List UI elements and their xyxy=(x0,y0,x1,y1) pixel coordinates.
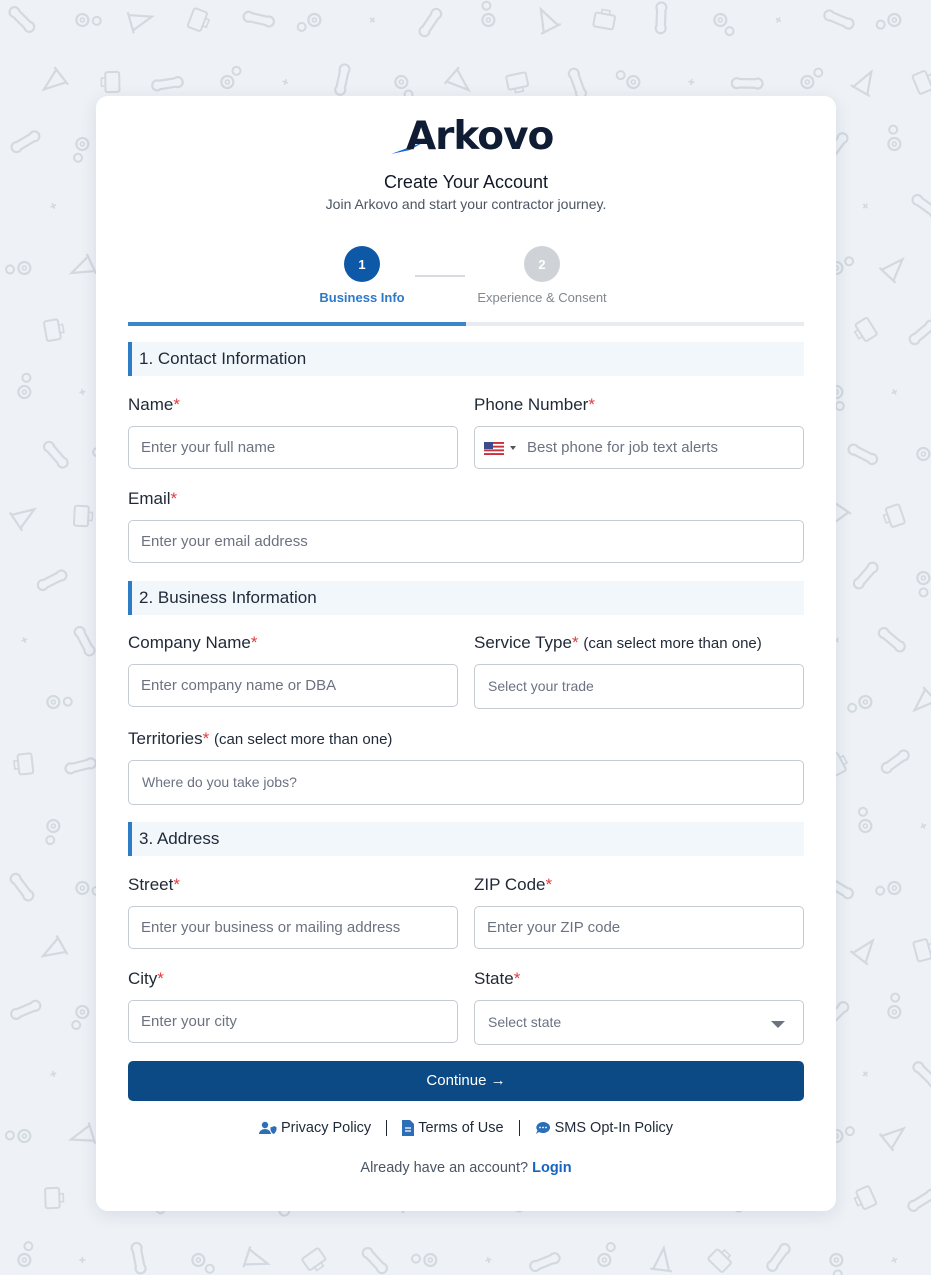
section-business-header: 2. Business Information xyxy=(128,581,804,615)
phone-placeholder: Best phone for job text alerts xyxy=(527,439,718,456)
terms-of-use-link[interactable]: Terms of Use xyxy=(402,1120,503,1136)
login-link[interactable]: Login xyxy=(532,1160,572,1176)
phone-label: Phone Number* xyxy=(474,395,595,414)
territories-label: Territories* (can select more than one) xyxy=(128,729,393,748)
footer-divider xyxy=(386,1120,387,1136)
login-prompt: Already have an account? Login xyxy=(360,1160,572,1176)
city-input[interactable]: Enter your city xyxy=(128,1000,458,1043)
phone-input[interactable] xyxy=(474,426,804,469)
signup-card xyxy=(96,96,836,1211)
step-2[interactable] xyxy=(452,246,632,305)
sms-chat-icon xyxy=(535,1121,551,1135)
email-input[interactable]: Enter your email address xyxy=(128,520,804,563)
continue-button[interactable]: Continue → xyxy=(128,1061,804,1101)
section-contact-header: 1. Contact Information xyxy=(128,342,804,376)
sms-opt-in-policy-link[interactable]: SMS Opt-In Policy xyxy=(535,1120,673,1136)
territories-select[interactable]: Where do you take jobs? xyxy=(128,760,804,805)
service-type-label: Service Type* (can select more than one) xyxy=(474,633,762,652)
company-input[interactable]: Enter company name or DBA xyxy=(128,664,458,707)
document-icon xyxy=(402,1120,414,1136)
street-input[interactable]: Enter your business or mailing address xyxy=(128,906,458,949)
state-select-value: Select state xyxy=(488,1014,562,1030)
arkovo-logo xyxy=(388,114,554,159)
us-flag-icon[interactable] xyxy=(484,442,504,455)
page-title: Create Your Account xyxy=(383,172,549,192)
service-type-select[interactable]: Select your trade xyxy=(474,664,804,709)
zip-label: ZIP Code* xyxy=(474,875,553,894)
logo-wordmark: Arkovo xyxy=(406,114,554,159)
footer-divider xyxy=(519,1120,520,1136)
country-dropdown-caret-icon[interactable] xyxy=(510,446,516,450)
section-address-header: 3. Address xyxy=(128,822,804,856)
step-1-circle: 1 xyxy=(344,246,380,282)
city-label: City* xyxy=(128,969,164,988)
company-label: Company Name* xyxy=(128,633,258,652)
name-label: Name* xyxy=(128,395,180,414)
street-label: Street* xyxy=(128,875,180,894)
step-2-label: Experience & Consent xyxy=(477,290,607,305)
progress-bar xyxy=(128,322,804,326)
state-select[interactable] xyxy=(474,1000,804,1045)
zip-input[interactable]: Enter your ZIP code xyxy=(474,906,804,949)
email-label: Email* xyxy=(128,489,178,508)
state-label: State* xyxy=(474,969,521,988)
user-shield-icon xyxy=(259,1121,277,1135)
chevron-down-icon xyxy=(771,1021,785,1028)
footer-links xyxy=(96,1118,836,1138)
progress-fill xyxy=(128,322,466,326)
name-input[interactable]: Enter your full name xyxy=(128,426,458,469)
privacy-policy-link[interactable]: Privacy Policy xyxy=(259,1120,371,1136)
step-2-circle: 2 xyxy=(524,246,560,282)
step-1-label: Business Info xyxy=(319,290,405,305)
page-subtitle: Join Arkovo and start your contractor journey. xyxy=(325,196,607,212)
